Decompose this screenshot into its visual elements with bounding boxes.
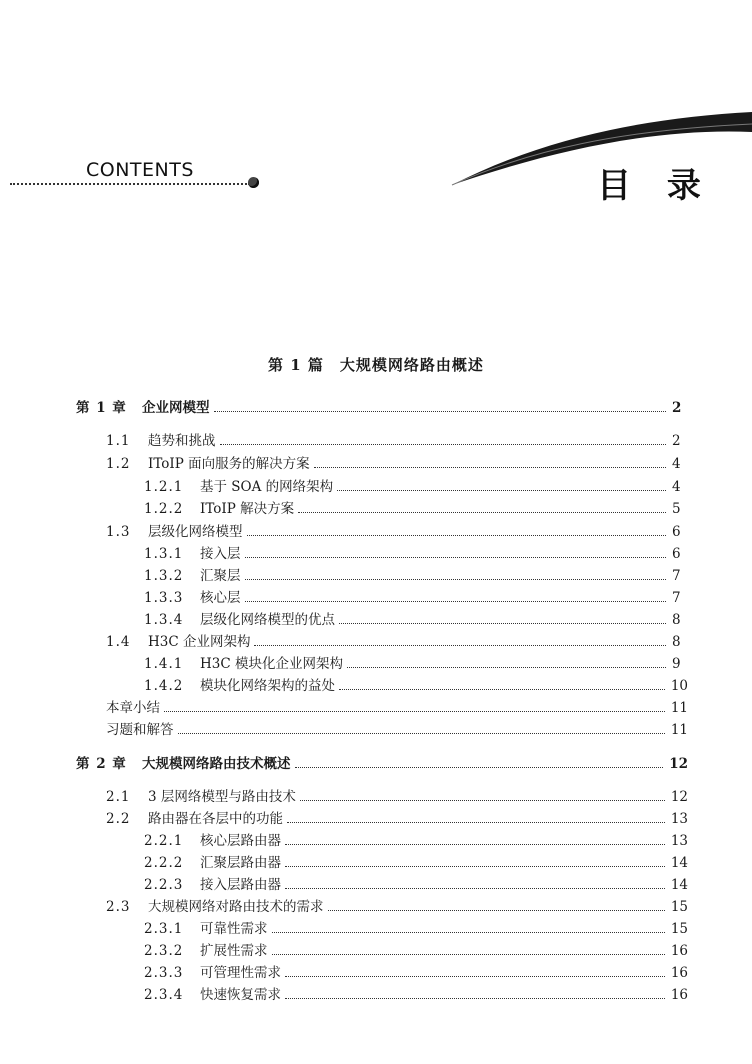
toc-page-number: 2 xyxy=(672,400,682,416)
toc-page-number: 2 xyxy=(672,433,681,449)
toc-dot-leader xyxy=(164,711,665,712)
toc-dot-leader xyxy=(178,733,665,734)
toc-page-number: 9 xyxy=(672,656,681,672)
toc-entry-number: 2.3.1 xyxy=(144,921,184,937)
toc-entry-title: 可靠性需求 xyxy=(200,921,268,937)
toc-entry-row[interactable] xyxy=(144,477,688,497)
toc-dot-leader xyxy=(328,910,665,911)
toc-entry-row[interactable] xyxy=(144,941,688,961)
toc-entry-row[interactable] xyxy=(144,588,688,608)
toc-entry-row[interactable] xyxy=(106,897,688,917)
page-title: 目 录 xyxy=(597,166,713,206)
toc-entry-row[interactable] xyxy=(144,544,688,564)
toc-entry-row[interactable] xyxy=(106,787,688,807)
toc-entry-number: 1.2.2 xyxy=(144,501,184,517)
toc-page-number: 6 xyxy=(672,546,681,562)
toc-entry-number: 1.3.3 xyxy=(144,590,184,606)
toc-page-number: 16 xyxy=(670,965,688,981)
toc-entry-number: 2.2.3 xyxy=(144,877,184,893)
toc-entry-title: H3C 企业网架构 xyxy=(148,634,251,650)
toc-dot-leader xyxy=(245,601,667,602)
toc-entry-number: 1.2.1 xyxy=(144,479,184,495)
toc-entry-title: 层级化网络模型的优点 xyxy=(200,612,335,628)
toc-dot-leader xyxy=(247,535,667,536)
toc-page-number: 12 xyxy=(669,756,688,772)
toc-entry-row[interactable] xyxy=(144,654,688,674)
toc-entry-number: 1.2 xyxy=(106,456,131,472)
toc-page-number: 14 xyxy=(670,877,688,893)
toc-entry-title: 核心层路由器 xyxy=(200,833,281,849)
toc-dot-leader xyxy=(220,444,667,445)
toc-entry-row[interactable] xyxy=(106,632,688,652)
toc-entry-row[interactable] xyxy=(144,831,688,851)
toc-entry-title: 趋势和挑战 xyxy=(148,433,216,449)
toc-entry-number: 2.1 xyxy=(106,789,131,805)
toc-dot-leader xyxy=(272,932,665,933)
toc-page-number: 12 xyxy=(670,789,688,805)
toc-entry-number: 2.3.2 xyxy=(144,943,184,959)
toc-dot-leader xyxy=(214,411,667,412)
toc-chapter-row[interactable] xyxy=(76,398,688,418)
toc-entry-number: 2.2 xyxy=(106,811,131,827)
toc-entry-row[interactable] xyxy=(144,919,688,939)
toc-entry-number: 2.2.2 xyxy=(144,855,184,871)
toc-entry-title: 接入层路由器 xyxy=(200,877,281,893)
toc-entry-number: 2.3.3 xyxy=(144,965,184,981)
toc-entry-row[interactable] xyxy=(106,522,688,542)
toc-entry-row[interactable] xyxy=(106,720,688,740)
toc-dot-leader xyxy=(285,888,665,889)
toc-entry-number: 第 2 章 xyxy=(76,756,127,772)
toc-page-number: 6 xyxy=(672,524,681,540)
toc-entry-number: 1.3 xyxy=(106,524,131,540)
toc-entry-number: 1.3.1 xyxy=(144,546,184,562)
toc-page-number: 4 xyxy=(672,479,681,495)
toc-page-number: 4 xyxy=(672,456,681,472)
toc-entry-row[interactable] xyxy=(106,454,688,474)
toc-entry-title: H3C 模块化企业网架构 xyxy=(200,656,343,672)
toc-entry-number: 1.4 xyxy=(106,634,131,650)
toc-dot-leader xyxy=(347,667,666,668)
toc-entry-title: 大规模网络路由技术概述 xyxy=(142,756,291,772)
toc-page-number: 8 xyxy=(672,634,681,650)
toc-entry-title: IToIP 面向服务的解决方案 xyxy=(148,456,310,472)
toc-entry-row[interactable] xyxy=(106,698,688,718)
toc-page-number: 13 xyxy=(670,833,688,849)
toc-entry-title: 大规模网络对路由技术的需求 xyxy=(148,899,324,915)
toc-page-number: 15 xyxy=(670,921,688,937)
toc-entry-row[interactable] xyxy=(144,853,688,873)
toc-entry-row[interactable] xyxy=(106,809,688,829)
toc-page-number: 11 xyxy=(670,722,688,738)
toc-entry-title: 3 层网络模型与路由技术 xyxy=(148,789,296,805)
toc-entry-title: 习题和解答 xyxy=(106,722,174,738)
toc-page-number: 11 xyxy=(670,700,688,716)
toc-entry-number: 1.4.1 xyxy=(144,656,184,672)
toc-page-number: 13 xyxy=(670,811,688,827)
toc-entry-title: 快速恢复需求 xyxy=(200,987,281,1003)
contents-label: CONTENTS xyxy=(86,159,194,181)
part-title: 第 1 篇 大规模网络路由概述 xyxy=(268,356,484,374)
contents-bullet xyxy=(248,177,259,188)
toc-entry-title: 接入层 xyxy=(200,546,241,562)
toc-entry-number: 2.3.4 xyxy=(144,987,184,1003)
toc-page-number: 10 xyxy=(670,678,688,694)
toc-entry-number: 1.1 xyxy=(106,433,131,449)
toc-dot-leader xyxy=(295,767,664,768)
toc-dot-leader xyxy=(298,512,666,513)
toc-entry-row[interactable] xyxy=(144,566,688,586)
toc-entry-number: 第 1 章 xyxy=(76,400,127,416)
toc-entry-row[interactable] xyxy=(144,610,688,630)
toc-entry-number: 1.3.4 xyxy=(144,612,184,628)
toc-dot-leader xyxy=(285,998,665,999)
toc-entry-title: 可管理性需求 xyxy=(200,965,281,981)
toc-entry-title: 扩展性需求 xyxy=(200,943,268,959)
toc-page-number: 16 xyxy=(670,987,688,1003)
toc-entry-title: 本章小结 xyxy=(106,700,160,716)
toc-entry-number: 2.3 xyxy=(106,899,131,915)
toc-entry-title: 汇聚层 xyxy=(200,568,241,584)
toc-entry-row[interactable] xyxy=(144,985,688,1005)
toc-dot-leader xyxy=(245,579,667,580)
toc-entry-title: 层级化网络模型 xyxy=(148,524,243,540)
toc-entry-title: 企业网模型 xyxy=(142,400,210,416)
toc-page-number: 15 xyxy=(670,899,688,915)
toc-entry-title: 核心层 xyxy=(200,590,241,606)
toc-entry-number: 1.4.2 xyxy=(144,678,184,694)
toc-entry-row[interactable] xyxy=(144,875,688,895)
toc-entry-title: 模块化网络架构的益处 xyxy=(200,678,335,694)
toc-dot-leader xyxy=(339,689,665,690)
toc-page-number: 14 xyxy=(670,855,688,871)
toc-dot-leader xyxy=(285,976,665,977)
toc-entry-title: 基于 SOA 的网络架构 xyxy=(200,479,334,495)
toc-dot-leader xyxy=(254,645,666,646)
toc-entry-row[interactable] xyxy=(144,676,688,696)
toc-entry-number: 2.2.1 xyxy=(144,833,184,849)
toc-dot-leader xyxy=(314,467,666,468)
toc-dot-leader xyxy=(272,954,665,955)
contents-dotted-rule xyxy=(10,183,250,185)
toc-entry-title: 路由器在各层中的功能 xyxy=(148,811,283,827)
toc-dot-leader xyxy=(300,800,665,801)
toc-entry-row[interactable] xyxy=(144,499,688,519)
toc-dot-leader xyxy=(285,866,665,867)
toc-dot-leader xyxy=(285,844,665,845)
toc-dot-leader xyxy=(287,822,665,823)
toc-entry-title: IToIP 解决方案 xyxy=(200,501,295,517)
toc-chapter-row[interactable] xyxy=(76,754,688,774)
toc-entry-row[interactable] xyxy=(144,963,688,983)
toc-entry-row[interactable] xyxy=(106,431,688,451)
toc-dot-leader xyxy=(245,557,667,558)
toc-dot-leader xyxy=(337,490,666,491)
toc-page-number: 5 xyxy=(672,501,681,517)
toc-entry-title: 汇聚层路由器 xyxy=(200,855,281,871)
toc-page-number: 8 xyxy=(672,612,681,628)
toc-entry-number: 1.3.2 xyxy=(144,568,184,584)
toc-dot-leader xyxy=(339,623,666,624)
toc-page-number: 16 xyxy=(670,943,688,959)
toc-page-number: 7 xyxy=(672,590,681,606)
toc-page-number: 7 xyxy=(672,568,681,584)
